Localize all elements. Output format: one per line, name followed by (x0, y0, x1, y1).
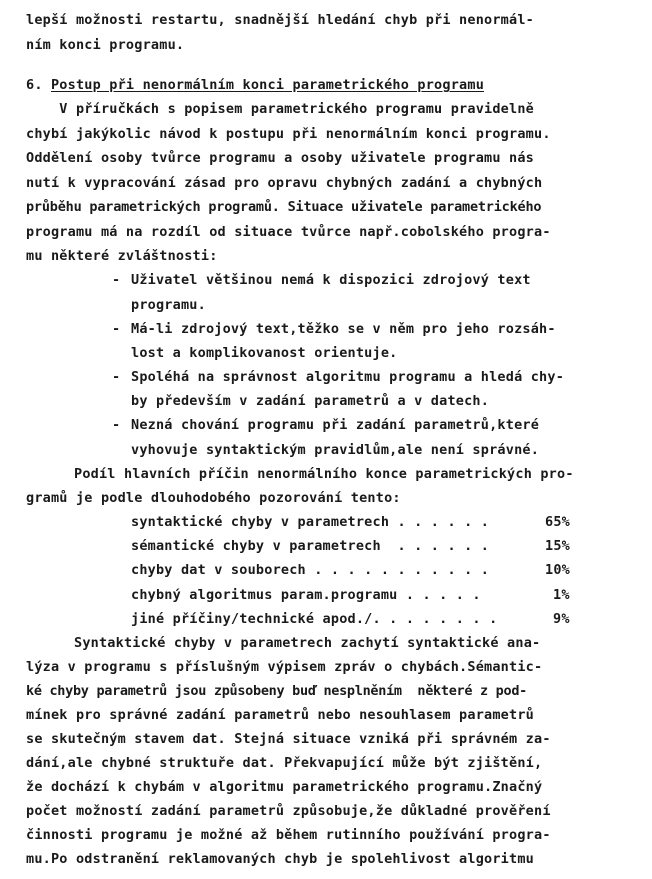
paragraph-line: mu.Po odstranění reklamovaných chyb je spolehlivost algoritmu (26, 851, 534, 867)
paragraph-line: mu některé zvláštnosti: (26, 248, 218, 264)
cause-label: syntaktické chyby v parametrech . . . . . . (131, 514, 490, 530)
paragraph-line: průběhu parametrických programů. Situace uživatele parametrického (26, 199, 542, 215)
bullet-line: Nezná chování programu při zadání parametrů,které (131, 417, 540, 433)
cause-value: 9% (553, 611, 570, 627)
bullet-dash: - (112, 321, 121, 337)
intro-line-2: ním konci programu. (26, 37, 185, 53)
bullet-line: Má-li zdrojový text,těžko se v něm pro jeho rozsáh- (131, 321, 556, 337)
cause-value: 1% (553, 587, 570, 603)
bullet-line: Uživatel většinou nemá k dispozici zdrojový text (131, 272, 531, 288)
bullet-dash: - (112, 369, 121, 385)
paragraph-line: gramů je podle dlouhodobého pozorování tento: (26, 490, 401, 506)
cause-label: sémantické chyby v parametrech . . . . . . (131, 538, 490, 554)
bullet-line: by především v zadání parametrů a v datech. (131, 393, 490, 409)
paragraph-line: se skutečným stavem dat. Stejná situace vzniká při správném za- (26, 731, 551, 747)
paragraph-line: ké chyby parametrů jsou způsobeny buď nesplněním některé z pod- (26, 683, 527, 699)
bullet-line: programu. (131, 297, 206, 313)
paragraph-line: počet možností zadání parametrů způsobuje,že důkladné prověření (26, 803, 551, 819)
paragraph-line: Oddělení osoby tvůrce programu a osoby uživatele programu nás (26, 150, 534, 166)
paragraph-line: programu má na rozdíl od situace tvůrce např.cobolského progra- (26, 224, 551, 240)
cause-value: 15% (545, 538, 570, 554)
paragraph-line: dání,ale chybné struktuře dat. Překvapující může být zjištění, (26, 755, 543, 771)
paragraph-line: že dochází k chybám v algoritmu parametrického programu.Značný (26, 779, 543, 795)
bullet-line: lost a komplikovanost orientuje. (131, 345, 398, 361)
cause-label: chyby dat v souborech . . . . . . . . . . . (131, 562, 490, 578)
section-number: 6. (26, 77, 43, 93)
cause-label: chybný algoritmus param.programu . . . . . (131, 587, 481, 603)
bullet-line: vyhovuje syntaktickým pravidlům,ale není správné. (131, 442, 540, 458)
paragraph-line: činnosti programu je možné až během rutinního používání progra- (26, 827, 551, 843)
bullet-line: Spoléhá na správnost algoritmu programu a hledá chy- (131, 369, 565, 385)
paragraph-line: Syntaktické chyby v parametrech zachytí syntaktické ana- (74, 635, 541, 651)
bullet-dash: - (112, 272, 121, 288)
paragraph-line: mínek pro správné zadání parametrů nebo nesouhlasem parametrů (26, 707, 534, 723)
paragraph-line: nutí k vypracování zásad pro opravu chybných zadání a chybných (26, 175, 543, 191)
cause-label: jiné příčiny/technické apod./. . . . . . . . (131, 611, 498, 627)
cause-value: 10% (545, 562, 570, 578)
section-title: Postup při nenormálním konci parametrického programu (50, 77, 485, 93)
paragraph-line: chybí jakýkolic návod k postupu při nenormálním konci programu. (26, 126, 551, 142)
intro-line-1: lepší možnosti restartu, snadnější hledání chyb při nenormál- (26, 12, 534, 28)
paragraph-line: V příručkách s popisem parametrického programu pravidelně (26, 101, 534, 117)
paragraph-line: lýza v programu s příslušným výpisem zpráv o chybách.Sémantic- (26, 659, 543, 675)
bullet-dash: - (112, 417, 121, 433)
paragraph-line: Podíl hlavních příčin nenormálního konce parametrických pro- (74, 466, 574, 482)
section-heading (26, 75, 484, 95)
cause-value: 65% (545, 514, 570, 530)
